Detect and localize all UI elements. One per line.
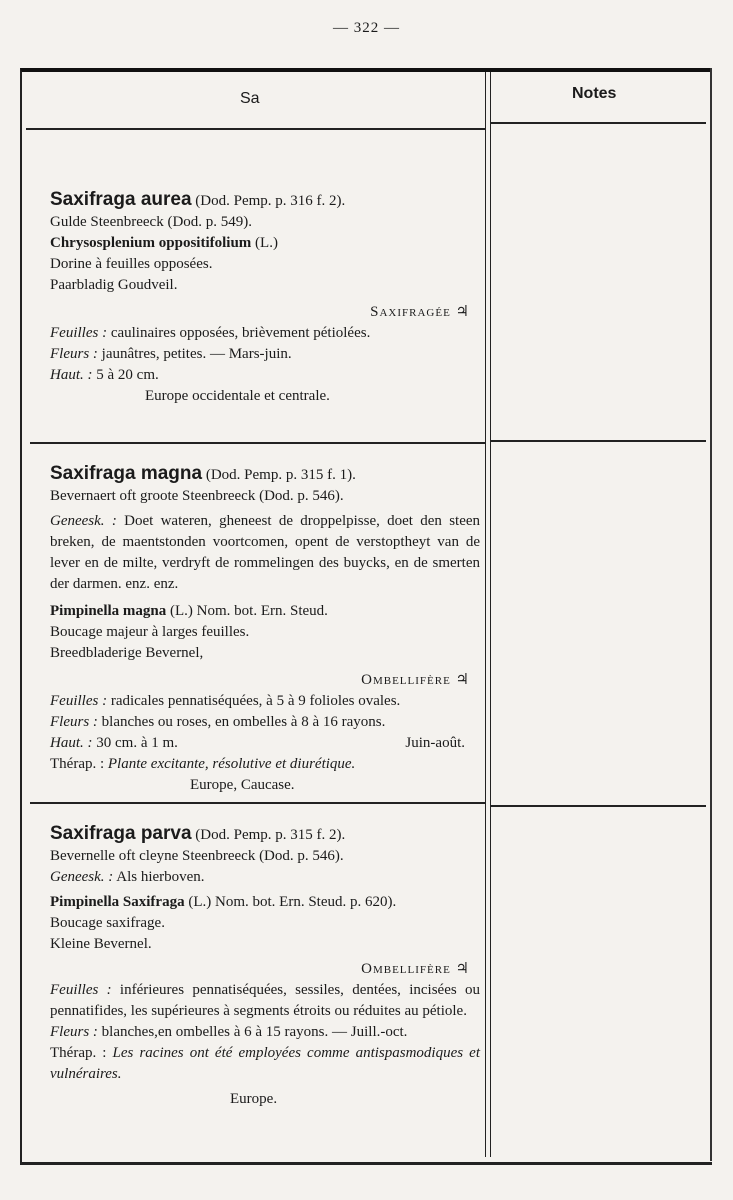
therap-label: Thérap. : xyxy=(50,756,105,772)
family-label: Ombellifère ♃ xyxy=(361,961,470,977)
feuilles-label: Feuilles : xyxy=(50,325,108,341)
distribution: Europe, Caucase. xyxy=(190,777,295,793)
haut-text: 30 cm. à 1 m. xyxy=(96,735,178,751)
entry-separator-2-left xyxy=(30,802,485,804)
fleurs-text: blanches,en ombelles à 6 à 15 rayons. — Juill.-oct. xyxy=(101,1024,408,1040)
haut-label: Haut. : xyxy=(50,735,93,751)
entry-separator-2-right xyxy=(491,805,706,807)
entry-separator-1-left xyxy=(30,442,485,444)
header-rule-left xyxy=(26,128,485,130)
entry-saxifraga-parva xyxy=(50,822,480,1110)
therap-label: Thérap. : xyxy=(50,1045,107,1061)
family-label: Saxifragée ♃ xyxy=(370,304,470,320)
entry-line: Paarbladig Goudveil. xyxy=(50,277,178,293)
entry-line: Boucage majeur à larges feuilles. xyxy=(50,624,250,640)
entry-reference: (Dod. Pemp. p. 316 f. 2). xyxy=(195,193,346,209)
entry-saxifraga-magna xyxy=(50,462,480,796)
fleurs-label: Fleurs : xyxy=(50,1024,98,1040)
entry-title: Saxifraga magna xyxy=(50,463,203,484)
entry-separator-1-right xyxy=(491,440,706,442)
synonym-authority: (L.) Nom. bot. Ern. Steud. xyxy=(170,603,328,619)
entry-line: Bevernaert oft groote Steenbreeck (Dod. p. 546). xyxy=(50,488,344,504)
synonym-authority: (L.) xyxy=(255,235,278,251)
entry-title: Saxifraga aurea xyxy=(50,189,192,210)
synonym-name: Chrysosplenium oppositifolium xyxy=(50,235,252,251)
distribution: Europe. xyxy=(230,1091,278,1107)
geneesk-text: Doet wateren, gheneest de droppelpisse, doet den steen breken, de maentstonden voortcomen, opent de verstoptheyt van de lever en de milte, verdryft de rommelingen des buycks, en de smerten der darmen. enz. enz. xyxy=(50,513,481,592)
entry-reference: (Dod. Pemp. p. 315 f. 2). xyxy=(195,827,346,843)
feuilles-text: caulinaires opposées, brièvement pétiolées. xyxy=(110,325,371,341)
feuilles-paragraph xyxy=(50,980,480,1022)
feuilles-text: inférieures pennatiséquées, sessiles, dentées, incisées ou pennatifides, les supérieures à segments étroits ou réduites au pétiole. xyxy=(50,982,480,1019)
feuilles-label: Feuilles : xyxy=(50,693,108,709)
entry-line: Gulde Steenbreeck (Dod. p. 549). xyxy=(50,214,253,230)
entry-line: Bevernelle oft cleyne Steenbreeck (Dod. p. 546). xyxy=(50,848,344,864)
therap-text: Les racines ont été employées comme antispasmodiques et vulnéraires. xyxy=(50,1045,480,1082)
feuilles-text: radicales pennatiséquées, à 5 à 9 folioles ovales. xyxy=(110,693,401,709)
geneesk-text: Als hierboven. xyxy=(116,869,205,885)
synonym-name: Pimpinella Saxifraga xyxy=(50,894,185,910)
fleurs-label: Fleurs : xyxy=(50,714,98,730)
synonym-authority: (L.) Nom. bot. Ern. Steud. p. 620). xyxy=(188,894,397,910)
geneesk-label: Geneesk. : xyxy=(50,869,114,885)
therap-text: Plante excitante, résolutive et diurétique. xyxy=(107,756,356,772)
column-header-sa: Sa xyxy=(240,90,260,107)
entry-saxifraga-aurea xyxy=(50,188,480,407)
entry-line: Dorine à feuilles opposées. xyxy=(50,256,213,272)
table-right-border xyxy=(710,68,712,1161)
entry-reference: (Dod. Pemp. p. 315 f. 1). xyxy=(205,467,356,483)
entry-title: Saxifraga parva xyxy=(50,823,192,844)
fleurs-text: blanches ou roses, en ombelles à 8 à 16 rayons. xyxy=(101,714,386,730)
synonym-name: Pimpinella magna xyxy=(50,603,167,619)
flowering-period: Juin-août. xyxy=(405,735,465,751)
header-rule-right xyxy=(491,122,706,124)
haut-text: 5 à 20 cm. xyxy=(96,367,159,383)
fleurs-text: jaunâtres, petites. — Mars-juin. xyxy=(101,346,292,362)
fleurs-label: Fleurs : xyxy=(50,346,98,362)
haut-label: Haut. : xyxy=(50,367,93,383)
page-number: — 322 — xyxy=(333,20,400,36)
column-header-notes: Notes xyxy=(572,85,617,102)
distribution: Europe occidentale et centrale. xyxy=(145,388,330,404)
family-label: Ombellifère ♃ xyxy=(361,672,470,688)
therap-paragraph xyxy=(50,1043,480,1085)
geneesk-label: Geneesk. : xyxy=(50,513,117,529)
entry-line: Boucage saxifrage. xyxy=(50,915,165,931)
entry-line: Breedbladerige Bevernel, xyxy=(50,645,204,661)
feuilles-label: Feuilles : xyxy=(50,982,112,998)
geneesk-paragraph xyxy=(50,511,480,595)
column-divider xyxy=(485,72,491,1157)
entry-line: Kleine Bevernel. xyxy=(50,936,152,952)
